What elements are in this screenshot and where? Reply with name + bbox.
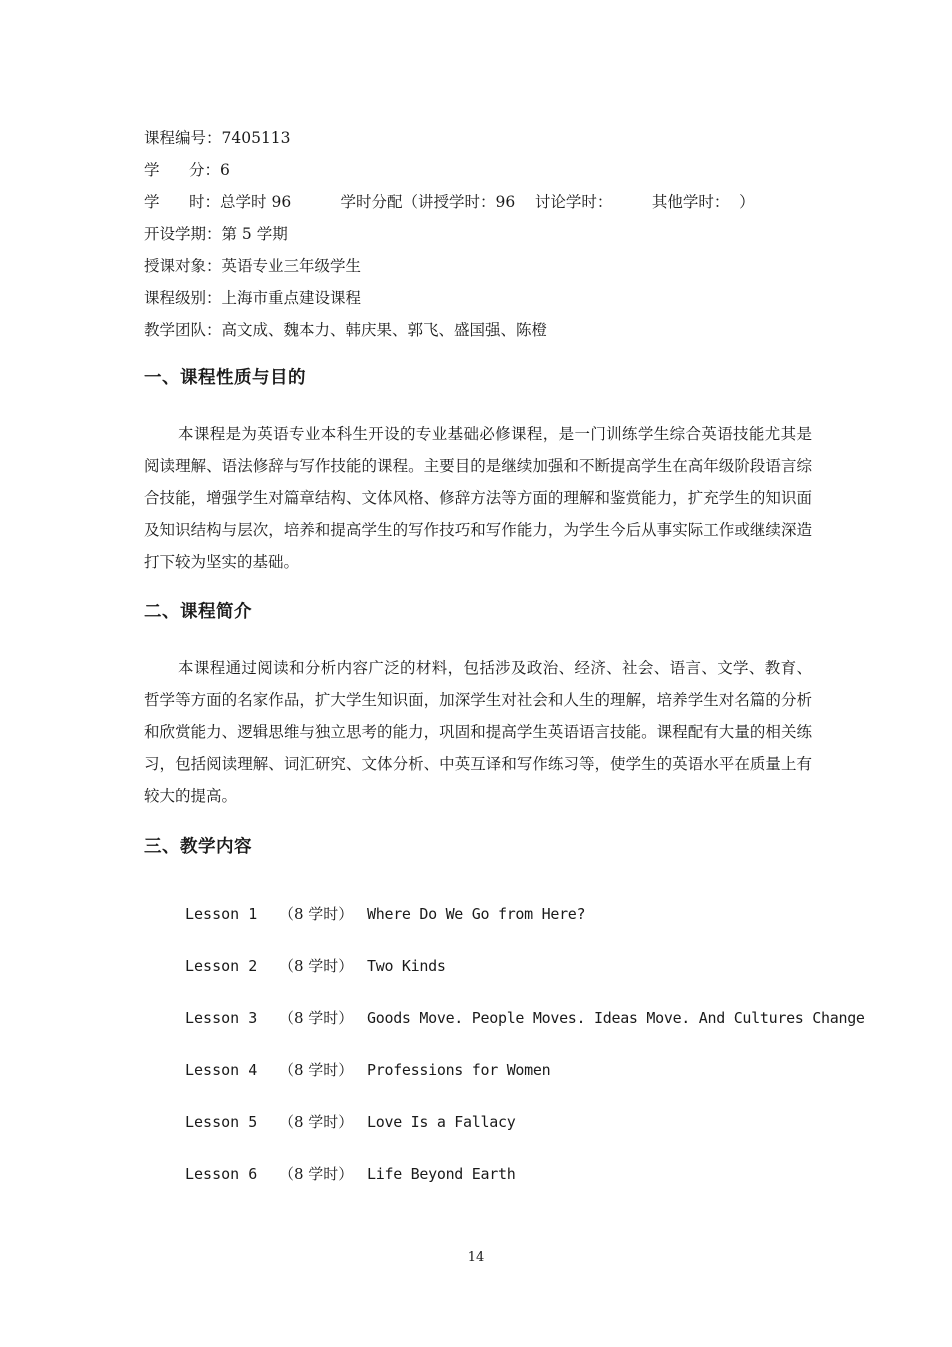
list-item: [185, 1052, 865, 1104]
lesson-number: Lesson 3: [185, 1009, 258, 1027]
course-term: 开设学期：第 5 学期: [144, 225, 288, 243]
lesson-hours: （8 学时）: [279, 1009, 354, 1027]
list-item: [185, 1104, 865, 1156]
list-item: [185, 948, 865, 1000]
list-item: [185, 896, 865, 948]
course-level: 课程级别：上海市重点建设课程: [144, 289, 362, 307]
lesson-title: Love Is a Fallacy: [367, 1113, 516, 1131]
section-body-intro: 本课程通过阅读和分析内容广泛的材料，包括涉及政治、经济、社会、语言、文学、教育、哲学等方面的名家作品，扩大学生知识面，加深学生对社会和人生的理解，培养学生对名篇的分析和欣赏能力、逻辑思维与独立思考的能力，巩固和提高学生英语语言技能。课程配有大量的相关练习，包括阅读理解、词汇研究、文体分析、中英互译和写作练习等，使学生的英语水平在质量上有较大的提高。: [144, 659, 812, 805]
lesson-hours: （8 学时）: [279, 1113, 354, 1131]
lesson-number: Lesson 5: [185, 1113, 258, 1131]
lesson-title: Two Kinds: [367, 957, 446, 975]
section-heading-nature: 一、课程性质与目的: [144, 368, 306, 388]
lesson-number: Lesson 6: [185, 1165, 258, 1183]
section-heading-intro: 二、课程简介: [144, 602, 252, 622]
lesson-hours: （8 学时）: [279, 1165, 354, 1183]
course-meta: [144, 122, 755, 346]
lesson-number: Lesson 1: [185, 905, 258, 923]
lesson-hours: （8 学时）: [279, 1061, 354, 1079]
course-hours: 学 时：总学时 96 学时分配（讲授学时：96 讨论学时： 其他学时： ）: [144, 193, 755, 211]
lesson-hours: （8 学时）: [279, 957, 354, 975]
lesson-hours: （8 学时）: [279, 905, 354, 923]
section-body-nature: 本课程是为英语专业本科生开设的专业基础必修课程，是一门训练学生综合英语技能尤其是阅读理解、语法修辞与写作技能的课程。主要目的是继续加强和不断提高学生在高年级阶段语言综合技能，增强学生对篇章结构、文体风格、修辞方法等方面的理解和鉴赏能力，扩充学生的知识面及知识结构与层次，培养和提高学生的写作技巧和写作能力，为学生今后从事实际工作或继续深造打下较为坚实的基础。: [144, 425, 812, 571]
lesson-title: Goods Move. People Moves. Ideas Move. And Cultures Change: [367, 1009, 865, 1027]
course-code: 课程编号：7405113: [144, 129, 291, 147]
lesson-title: Life Beyond Earth: [367, 1165, 516, 1183]
lesson-number: Lesson 2: [185, 957, 258, 975]
page-number: 14: [467, 1250, 485, 1265]
lesson-list: [185, 896, 865, 1208]
course-audience: 授课对象：英语专业三年级学生: [144, 257, 362, 275]
list-item: [185, 1000, 865, 1052]
lesson-title: Where Do We Go from Here?: [367, 905, 586, 923]
course-team: 教学团队：高文成、魏本力、韩庆果、郭飞、盛国强、陈橙: [144, 321, 548, 339]
lesson-number: Lesson 4: [185, 1061, 258, 1079]
section-heading-content: 三、教学内容: [144, 837, 252, 857]
course-credit: 学 分：6: [144, 161, 230, 179]
list-item: [185, 1156, 865, 1208]
lesson-title: Professions for Women: [367, 1061, 551, 1079]
